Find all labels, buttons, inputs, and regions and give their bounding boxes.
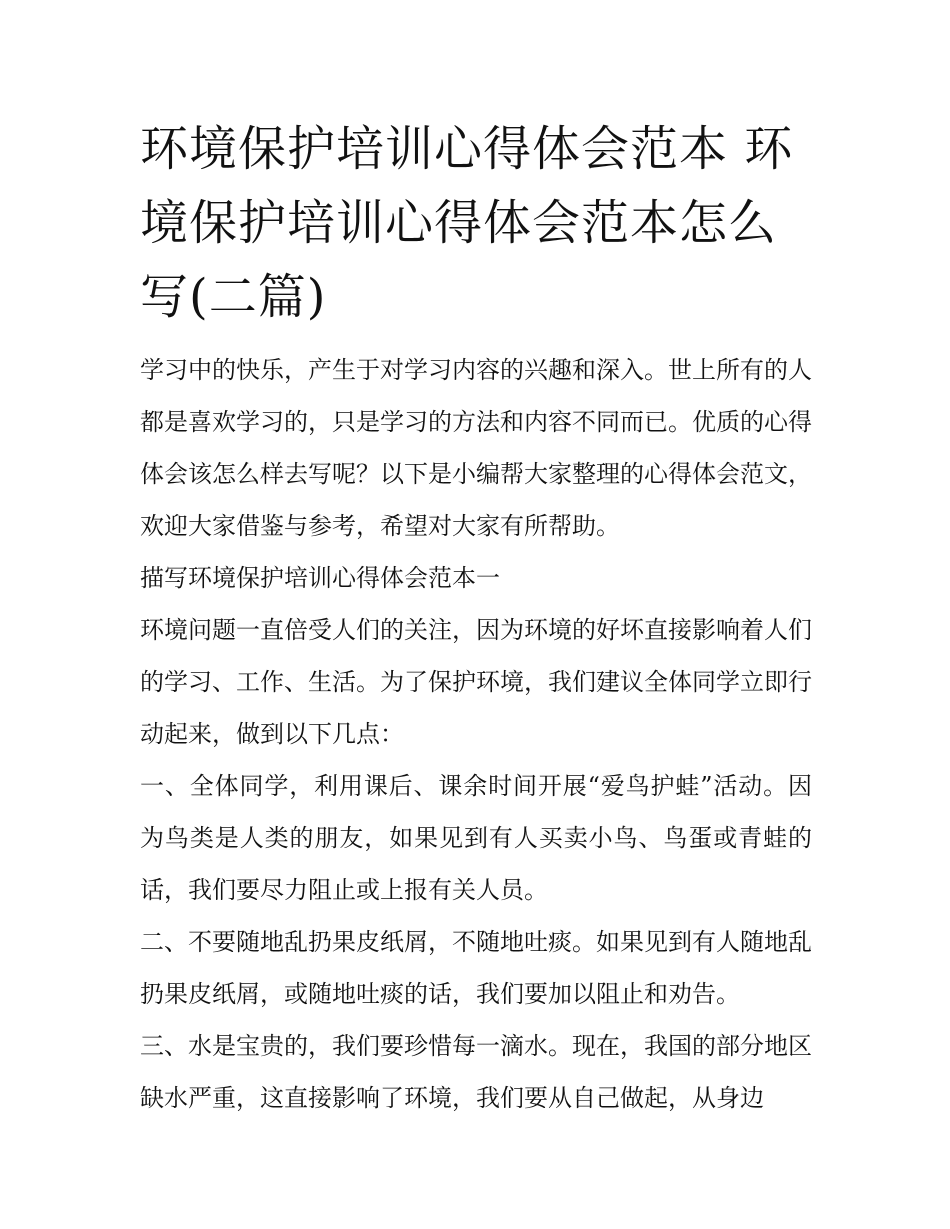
list-item-2: 二、不要随地乱扔果皮纸屑，不随地吐痰。如果见到有人随地乱扔果皮纸屑，或随地吐痰的话，我们要加以阻止和劝告。 — [140, 928, 812, 1008]
document-title: 环境保护培训心得体会范本 环境保护培训心得体会范本怎么写(二篇) — [140, 121, 794, 325]
list-item-3: 三、水是宝贵的，我们要珍惜每一滴水。现在，我国的部分地区缺水严重，这直接影响了环境，我们要从自己做起，从身边 — [140, 1032, 812, 1112]
intro-paragraph: 学习中的快乐，产生于对学习内容的兴趣和深入。世上所有的人都是喜欢学习的，只是学习的方法和内容不同而已。优质的心得体会该怎么样去写呢？以下是小编帮大家整理的心得体会范文，欢迎大家借鉴与参考，希望对大家有所帮助。 — [140, 356, 812, 540]
section-heading: 描写环境保护培训心得体会范本一 — [140, 564, 500, 592]
body-paragraph: 环境问题一直倍受人们的关注，因为环境的好坏直接影响着人们的学习、工作、生活。为了保护环境，我们建议全体同学立即行动起来，做到以下几点： — [140, 616, 812, 748]
document-page — [140, 112, 820, 1124]
list-item-1: 一、全体同学，利用课后、课余时间开展“爱鸟护蛙”活动。因为鸟类是人类的朋友，如果见到有人买卖小鸟、鸟蛋或青蛙的话，我们要尽力阻止或上报有关人员。 — [140, 772, 812, 904]
